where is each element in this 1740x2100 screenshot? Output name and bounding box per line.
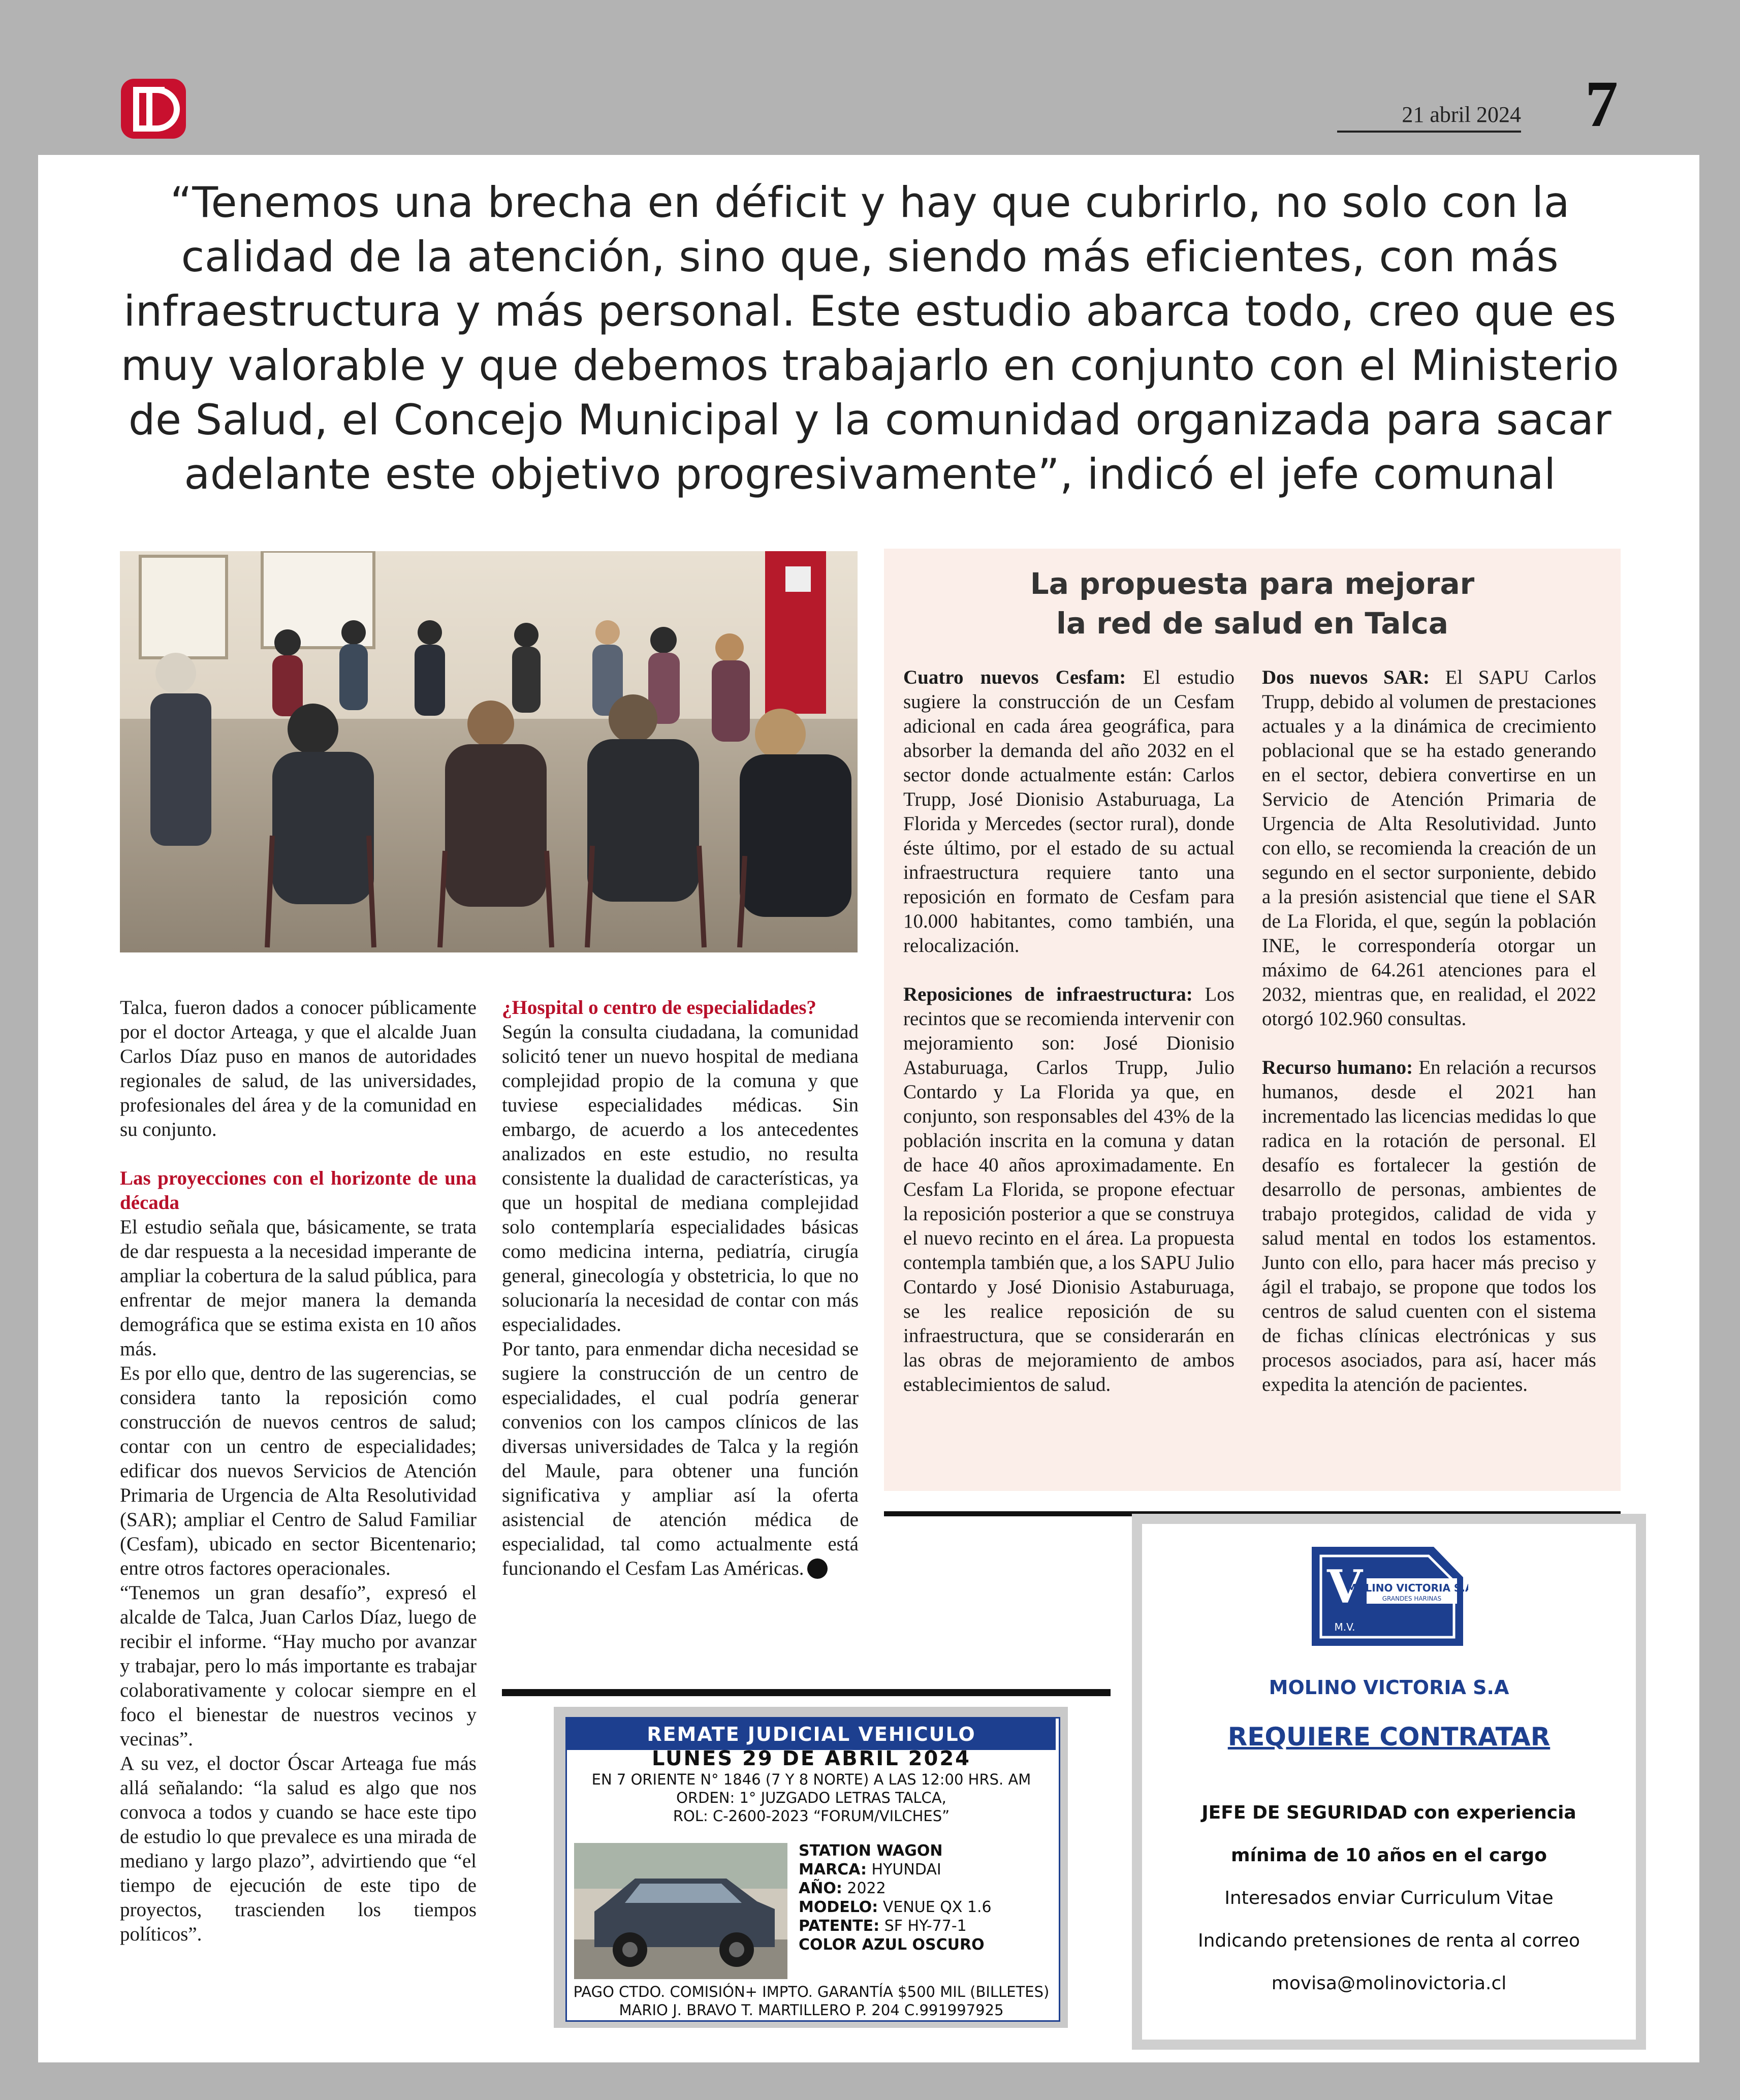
end-mark-icon (807, 1558, 828, 1579)
sidebar-column-2 (1262, 665, 1596, 1421)
article-column-2 (502, 996, 859, 1581)
molino-logo-sub: GRANDES HARINAS (1382, 1595, 1442, 1602)
molino-logo (1307, 1542, 1468, 1651)
sidebar-item-label: Reposiciones de infraestructura: (903, 983, 1193, 1005)
sidebar-item-label: Cuatro nuevos Cesfam: (903, 666, 1126, 688)
vehicle-photo (574, 1843, 787, 1979)
spec-label: MARCA: (799, 1861, 867, 1879)
remate-ad-address: EN 7 ORIENTE N° 1846 (7 Y 8 NORTE) A LAS 12:00 HRS. AM (591, 1771, 1031, 1788)
svg-text:V: V (1327, 1560, 1363, 1614)
issue-date: 21 abril 2024 (1337, 102, 1521, 133)
spec-value: SF HY-77-1 (884, 1917, 967, 1935)
vehicle-specs (799, 1841, 1053, 1954)
article-paragraph: Según la consulta ciudadana, la comunidad solicitó tener un nuevo hospital de mediana complejidad propio de la comuna y que tuviese especialidades médicas. Sin embargo, de acuerdo a los antecedentes analizados en este estudio, no resulta consistente la dualidad de características, ya que un hospital de mediana complejidad solo contemplaría especialidades básicas como medicina interna, pediatría, cirugía general, ginecología y obstetricia, lo que no solucionaría la necesidad de contar con más especialidades. (502, 1021, 859, 1335)
spec-value: VENUE QX 1.6 (882, 1898, 992, 1916)
spec-label: MODELO: (799, 1898, 878, 1916)
article-subhead: Las proyecciones con el horizonte de una década (120, 1167, 477, 1214)
remate-ad-payment: PAGO CTDO. COMISIÓN+ IMPTO. GARANTÍA $500 MIL (BILLETES) (573, 1983, 1050, 2000)
divider-rule (502, 1689, 1111, 1696)
sidebar-title-line: la red de salud en Talca (1056, 606, 1448, 641)
sidebar-item-text: En relación a recursos humanos, desde el 2021 han incrementado las licencias medidas lo que radica en la rotación de personal. El desafío es fortalecer la gestión de desarrollo de personas, ambientes de trabajo protegidos, calidad de vida y salud mental en todos los estamentos. Junto con ello, para hacer más preciso y ágil el trabajo, se propone que todos los centros de salud cuenten con el sistema de fichas clínicas electrónicas y sus procesos asociados, para así, hacer más expedita la atención de pacientes. (1262, 1057, 1597, 1395)
article-paragraph: A su vez, el doctor Óscar Arteaga fue más allá señalando: “la salud es algo que nos convoca a todos y cuando se hace este tipo de estudio lo que prevalece es una mirada de mediano y largo plazo”, advirtiendo que “el tiempo de ejecución de este tipo de proyectos, trascienden los tiempos políticos”. (120, 1753, 477, 1945)
remate-ad-rol: ROL: C-2600-2023 “FORUM/VILCHES” (673, 1807, 950, 1825)
remate-ad-order: ORDEN: 1° JUZGADO LETRAS TALCA, (676, 1789, 946, 1806)
article-paragraph-text: Por tanto, para enmendar dicha necesidad se sugiere la construcción de un centro de especialidades, el cual podría generar convenios con los campos clínicos de las diversas universidades de Talca y la región del Maule, para obtener una función significativa y ampliar así la oferta asistencial de atención médica de especialidad, tal como actualmente está funcionando el Cesfam Las Américas. (502, 1338, 859, 1579)
sidebar-item (903, 982, 1235, 1397)
meeting-photo (120, 551, 858, 952)
sidebar-item-label: Recurso humano: (1262, 1057, 1413, 1078)
spec-label: PATENTE: (799, 1917, 880, 1935)
vehicle-type: STATION WAGON (799, 1842, 943, 1860)
logo-d-icon (121, 79, 186, 139)
remate-ad-footer (567, 1983, 1056, 2019)
molino-instructions: Interesados enviar Curriculum Vitae (1224, 1888, 1554, 1908)
article-paragraph: Es por ello que, dentro de las sugerencias, se considera tanto la reposición como construcción de nuevos centros de salud; contar con un centro de especialidades; edificar dos nuevos Servicios de Atención Primaria de Urgencia de Alta Resolutividad (SAR); ampliar el Centro de Salud Familiar (Cesfam), ubicado en sector Bicentenario; entre otros factores operacionales. (120, 1362, 477, 1579)
sidebar-item-text: El SAPU Carlos Trupp, debido al volumen de prestaciones actuales y a la dinámica de crecimiento poblacional que se ha estado generando en el sector, debiera convertirse en un Servicio de Atención Primaria de Urgencia de Alta Resolutividad. Junto con ello, se recomienda la creación de un segundo en el sector surponiente, debido a la presión asistencial que tiene el SAR de La Florida, el que, según la población INE, le correspondería otorgar un máximo de 64.261 atenciones para el 2032, mientras que, en realidad, el 2022 otorgó 102.960 consultas. (1262, 666, 1596, 1030)
page-number: 7 (1585, 68, 1618, 141)
molino-logo-text: MOLINO VICTORIA S.A. (1346, 1582, 1468, 1594)
spec-value: HYUNDAI (871, 1861, 941, 1879)
remate-ad-auctioneer: MARIO J. BRAVO T. MARTILLERO P. 204 C.991997925 (619, 2001, 1004, 2019)
article-paragraph: Talca, fueron dados a conocer públicamente por el doctor Arteaga, y que el alcalde Juan Carlos Díaz puso en manos de autoridades regionales de salud, de las universidades, profesionales del área y de la comunidad en su conjunto. (120, 997, 477, 1140)
molino-instructions-2: Indicando pretensiones de renta al correo (1197, 1930, 1580, 1951)
sidebar-title (884, 564, 1621, 643)
sidebar-item-text: Los recintos que se recomienda intervenir con mejoramiento son: José Dionisio Astaburuaga, Carlos Trupp, Julio Contardo y La Florida ya que, en conjunto, son responsables del 43% de la población inscrita en la comuna y datan de hace 40 años aproximadamente. En Cesfam La Florida, se propone efectuar la reposición posterior a que se construya el nuevo recinto en el área. La propuesta contempla también que, a los SAPU Julio Contardo y José Dionisio Astaburuaga, se les realice reposición de su infraestructura, que se considerarán en las obras de mejoramiento de ambos establecimientos de salud. (903, 983, 1235, 1395)
sidebar-column-1 (903, 665, 1235, 1421)
molino-headline: REQUIERE CONTRATAR (1227, 1722, 1551, 1752)
sidebar-item-label: Dos nuevos SAR: (1262, 666, 1430, 688)
newspaper-logo (121, 79, 186, 139)
molino-logo-initials: M.V. (1334, 1621, 1355, 1633)
sidebar-item (1262, 1056, 1596, 1397)
article-paragraph: “Tenemos un gran desafío”, expresó el alcalde de Talca, Juan Carlos Díaz, luego de recibir el informe. “Hay mucho por avanzar y trabajar, pero lo más importante es trabajar colaborativamente y colocar siempre en el foco el bienestar de nuestros vecinos y vecinas”. (120, 1582, 477, 1750)
pull-quote-headline: “Tenemos una brecha en déficit y hay que cubrirlo, no solo con la calidad de la atención, sino que, siendo más eficientes, con más infraestructura y más personal. Este estudio abarca todo, creo que es muy valorable y que debemos trabajarlo en conjunto con el Ministerio de Salud, el Concejo Municipal y la comunidad organizada para sacar adelante este objetivo progresivamente”, indicó el jefe comunal (120, 178, 1620, 499)
remate-ad-date: LUNES 29 DE ABRIL 2024 (652, 1747, 971, 1770)
article-paragraph: El estudio señala que, básicamente, se trata de dar respuesta a la necesidad imperante de ampliar la cobertura de la salud pública, para enfrentar de mejor manera la demanda demográfica que se estima exista en 10 años más. (120, 1216, 477, 1360)
molino-job-title: JEFE DE SEGURIDAD con experiencia (1201, 1802, 1576, 1823)
article-paragraph (502, 1337, 859, 1581)
remate-ad-title: REMATE JUDICIAL VEHICULO (567, 1719, 1056, 1750)
molino-company-name: MOLINO VICTORIA S.A (1269, 1676, 1509, 1699)
article-subhead: ¿Hospital o centro de especialidades? (502, 997, 816, 1019)
molino-email[interactable]: movisa@molinovictoria.cl (1271, 1973, 1507, 1994)
spec-value: 2022 (847, 1880, 886, 1897)
sidebar-title-line: La propuesta para mejorar (1030, 566, 1475, 601)
sidebar-item (1262, 665, 1596, 1031)
sidebar-item-text: El estudio sugiere la construcción de un Cesfam adicional en cada área geográfica, para absorber la demanda del año 2032 en el sector donde actualmente están: Carlos Trupp, José Dionisio Astaburuaga, La Florida y Mercedes (sector rural), donde éste último, por el estado de su actual infraestructura requiere tanto una reposición en formato de Cesfam para 10.000 habitantes, como también, una relocalización. (903, 666, 1235, 957)
vehicle-color: COLOR AZUL OSCURO (799, 1936, 985, 1954)
molino-job-requirement: mínima de 10 años en el cargo (1231, 1845, 1547, 1866)
spec-label: AÑO: (799, 1880, 842, 1897)
article-column-1 (120, 996, 477, 1947)
sidebar-item (903, 665, 1235, 958)
